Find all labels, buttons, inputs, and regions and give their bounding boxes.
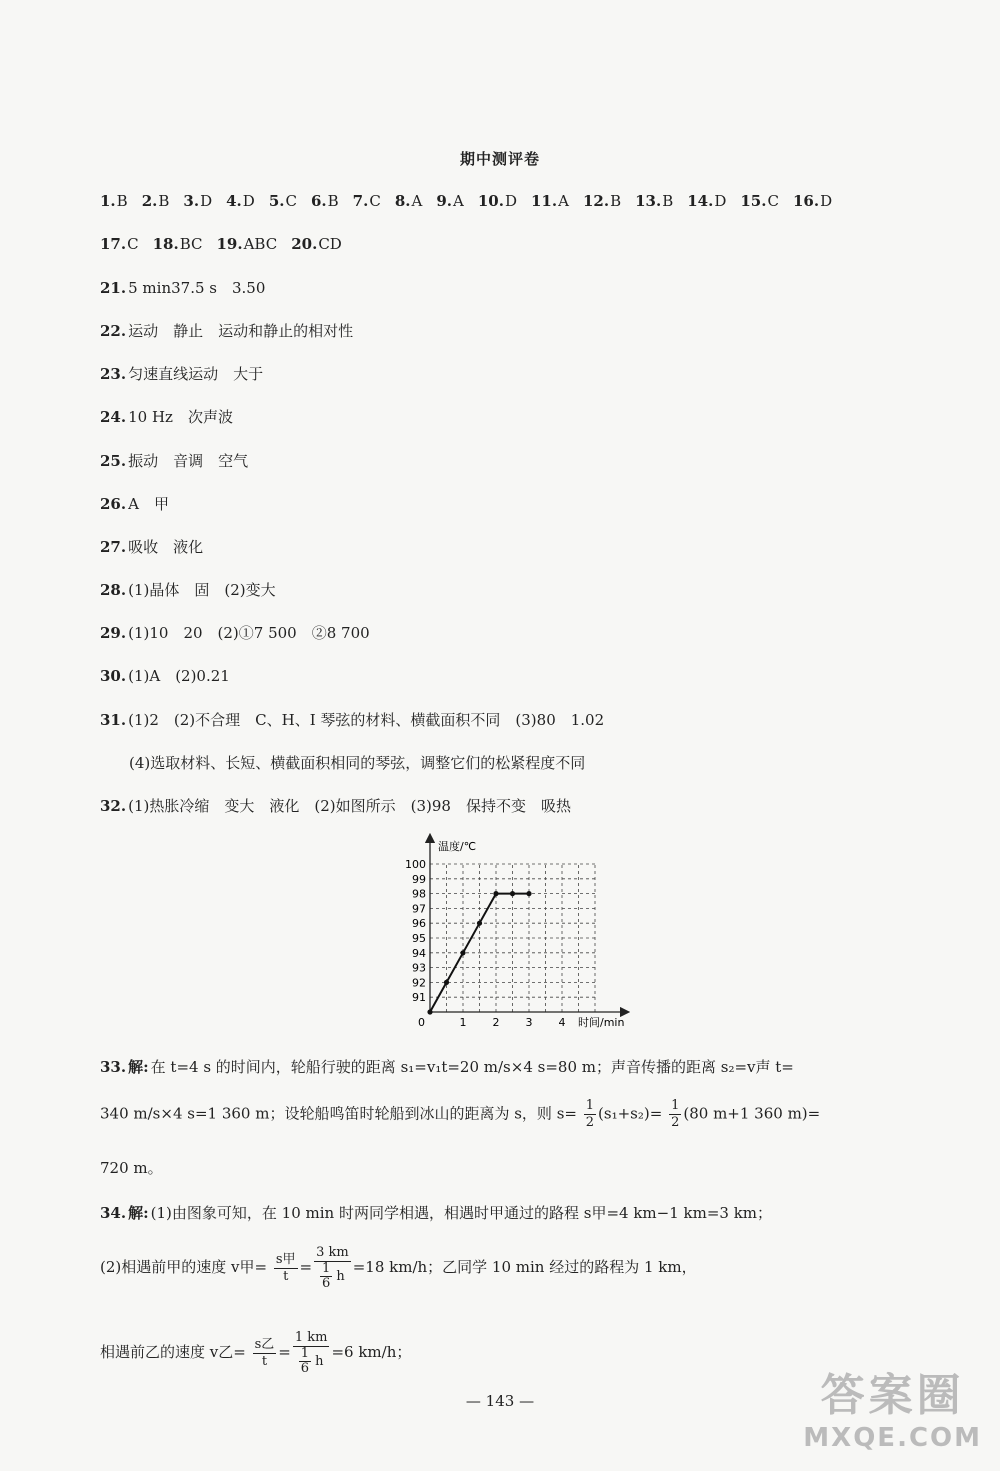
answer-letter: C xyxy=(369,192,381,210)
mc-answer xyxy=(583,192,621,210)
data-point xyxy=(477,921,482,926)
question-number: 18. xyxy=(152,235,179,253)
fraction-s-yi-over-t: $\frac{\text{s乙}}{t}$ xyxy=(254,1336,275,1369)
mc-answer xyxy=(353,192,381,210)
x-tick-label: 3 xyxy=(525,1016,533,1029)
question-number: 12. xyxy=(582,192,610,210)
answer-24: 24. 10 Hz 次声波 xyxy=(100,408,233,426)
answer-letter: A xyxy=(411,192,423,210)
y-tick-label: 94 xyxy=(412,946,426,960)
question-number: 11. xyxy=(531,192,558,210)
mc-answer xyxy=(226,192,255,210)
y-tick-label: 98 xyxy=(412,887,426,901)
data-point xyxy=(493,891,498,896)
y-tick-label: 100 xyxy=(405,858,426,871)
mc-answer xyxy=(100,235,139,253)
question-number: 2. xyxy=(141,192,158,210)
answer-letter: BC xyxy=(179,235,203,253)
mc-answer xyxy=(183,192,212,210)
watermark-url: MXQE.COM xyxy=(803,1423,982,1453)
mc-answer xyxy=(291,235,342,253)
page-title: 期中测评卷 xyxy=(459,150,540,168)
y-tick-label: 92 xyxy=(412,976,426,990)
temperature-time-chart xyxy=(400,832,640,1032)
mc-answers-row-1 xyxy=(100,192,846,210)
y-axis-label: 温度/℃ xyxy=(438,840,477,853)
question-number: 6. xyxy=(310,192,327,210)
answer-letter: A xyxy=(453,192,464,210)
mc-answer xyxy=(635,192,673,210)
answer-33-line-3: 720 m。 xyxy=(100,1159,163,1177)
answer-letter: A xyxy=(558,192,569,210)
answer-letter: D xyxy=(820,192,833,210)
mc-answer xyxy=(153,235,203,253)
answer-34-line-2: (2)相遇前甲的速度 v甲= $\frac{\text{s甲}}{t}$ = 3 km $\frac{1}{6}$ h =18 km/h；乙同学 10 min 经过的路程为 1 km， xyxy=(100,1245,697,1291)
question-number: 5. xyxy=(268,192,285,210)
answer-25: 25. 振动 音调 空气 xyxy=(100,452,249,470)
x-tick-label: 1 xyxy=(459,1016,467,1029)
fraction-s-over-t: $\frac{\text{s甲}}{t}$ xyxy=(275,1251,296,1284)
answer-32: 32. (1)热胀冷缩 变大 液化 (2)如图所示 (3)98 保持不变 吸热 xyxy=(100,797,571,815)
data-point xyxy=(526,891,531,896)
question-number: 1. xyxy=(100,192,116,210)
watermark-logo xyxy=(803,1359,982,1453)
fraction-3km-over-sixth-h: 3 km $\frac{1}{6}$ h xyxy=(316,1245,349,1291)
y-tick-label: 99 xyxy=(412,872,426,886)
answer-letter: B xyxy=(327,192,339,210)
data-point xyxy=(460,950,465,955)
answer-letter: B xyxy=(158,192,170,210)
question-number: 20. xyxy=(291,235,318,253)
mc-answer xyxy=(142,192,170,210)
question-number: 16. xyxy=(792,192,820,210)
y-tick-label: 93 xyxy=(412,961,426,975)
origin-label: 0 xyxy=(418,1016,425,1029)
question-number: 3. xyxy=(183,192,200,210)
data-point xyxy=(510,891,515,896)
x-tick-label: 2 xyxy=(492,1016,500,1029)
x-tick-label: 4 xyxy=(558,1016,566,1029)
answer-22: 22. 运动 静止 运动和静止的相对性 xyxy=(100,322,354,340)
answer-23: 23. 匀速直线运动 大于 xyxy=(100,365,264,383)
answer-letter: D xyxy=(714,192,727,210)
mc-answers-row-2 xyxy=(100,235,356,253)
answer-letter: C xyxy=(767,192,779,210)
answer-letter: D xyxy=(242,192,255,210)
fraction-half-2: $\frac{1}{2}$ xyxy=(671,1098,680,1130)
answer-27: 27. 吸收 液化 xyxy=(100,538,204,556)
y-tick-label: 97 xyxy=(412,902,426,916)
answer-letter: CD xyxy=(318,235,342,253)
question-number: 8. xyxy=(394,192,411,210)
mc-answer xyxy=(478,192,517,210)
y-tick-label: 91 xyxy=(412,991,426,1005)
answer-letter: B xyxy=(610,192,622,210)
question-number: 17. xyxy=(100,235,127,253)
answer-31-part-4: (4)选取材料、长短、横截面积相同的琴弦，调整它们的松紧程度不同 xyxy=(129,754,586,772)
question-number: 13. xyxy=(635,192,662,210)
fraction-half: $\frac{1}{2}$ xyxy=(585,1098,595,1130)
question-number: 19. xyxy=(216,235,243,253)
question-number: 7. xyxy=(352,192,369,210)
mc-answer xyxy=(436,192,464,210)
y-tick-label: 95 xyxy=(412,932,426,945)
question-number: 14. xyxy=(687,192,714,210)
question-number: 10. xyxy=(477,192,504,210)
answer-33-line-2: 340 m/s×4 s=1 360 m；设轮船鸣笛时轮船到冰山的距离为 s，则 s= $\frac{1}{2}$ (s₁+s₂)= $\frac{1}{2}$ (80 m+1 360 m)= xyxy=(100,1098,821,1130)
data-point xyxy=(427,1009,432,1014)
mc-answer xyxy=(216,235,277,253)
y-tick-label: 96 xyxy=(412,917,426,931)
mc-answer xyxy=(100,192,128,210)
answer-letter: B xyxy=(662,192,674,210)
x-axis-label: 时间/min xyxy=(578,1016,625,1029)
data-point xyxy=(444,980,449,985)
answer-26: 26. A 甲 xyxy=(100,495,169,513)
answer-letter: C xyxy=(127,235,139,253)
answer-29: 29. (1)10 20 (2)①7 500 ②8 700 xyxy=(100,624,370,642)
answer-34-line-1: 34. 解: (1)由图象可知，在 10 min 时两同学相遇，相遇时甲通过的路程 s甲=4 km−1 km=3 km； xyxy=(100,1204,773,1222)
answer-letter: ABC xyxy=(243,235,278,253)
answer-34-line-3: 相遇前乙的速度 v乙= $\frac{\text{s乙}}{t}$ = 1 km $\frac{1}{6}$ h =6 km/h； xyxy=(100,1330,412,1376)
fraction-1km-over-sixth-h: 1 km $\frac{1}{6}$ h xyxy=(294,1330,328,1376)
answer-letter: C xyxy=(285,192,297,210)
answer-30: 30. (1)A (2)0.21 xyxy=(100,667,230,685)
mc-answer xyxy=(395,192,423,210)
answer-33-line-1: 33. 解: 在 t=4 s 的时间内，轮船行驶的距离 s₁=v₁t=20 m/s×4 s=80 m；声音传播的距离 s₂=v声 t= xyxy=(100,1058,794,1076)
watermark-text: 答案圈 xyxy=(820,1370,965,1421)
mc-answer xyxy=(311,192,339,210)
question-number: 15. xyxy=(740,192,767,210)
answer-21: 21. 5 min37.5 s 3.50 xyxy=(100,279,266,297)
mc-answer xyxy=(269,192,297,210)
answer-letter: D xyxy=(200,192,213,210)
page-number: — 143 — xyxy=(465,1392,535,1410)
mc-answer xyxy=(531,192,569,210)
answer-31: 31. (1)2 (2)不合理 C、H、I 琴弦的材料、横截面积不同 (3)80 1.02 xyxy=(100,711,605,729)
mc-answer xyxy=(687,192,726,210)
answer-28: 28. (1)晶体 固 (2)变大 xyxy=(100,581,276,599)
question-number: 9. xyxy=(436,192,453,210)
mc-answer xyxy=(793,192,832,210)
question-number: 4. xyxy=(226,192,242,210)
answer-letter: B xyxy=(116,192,128,210)
answer-letter: D xyxy=(504,192,517,210)
mc-answer xyxy=(740,192,779,210)
